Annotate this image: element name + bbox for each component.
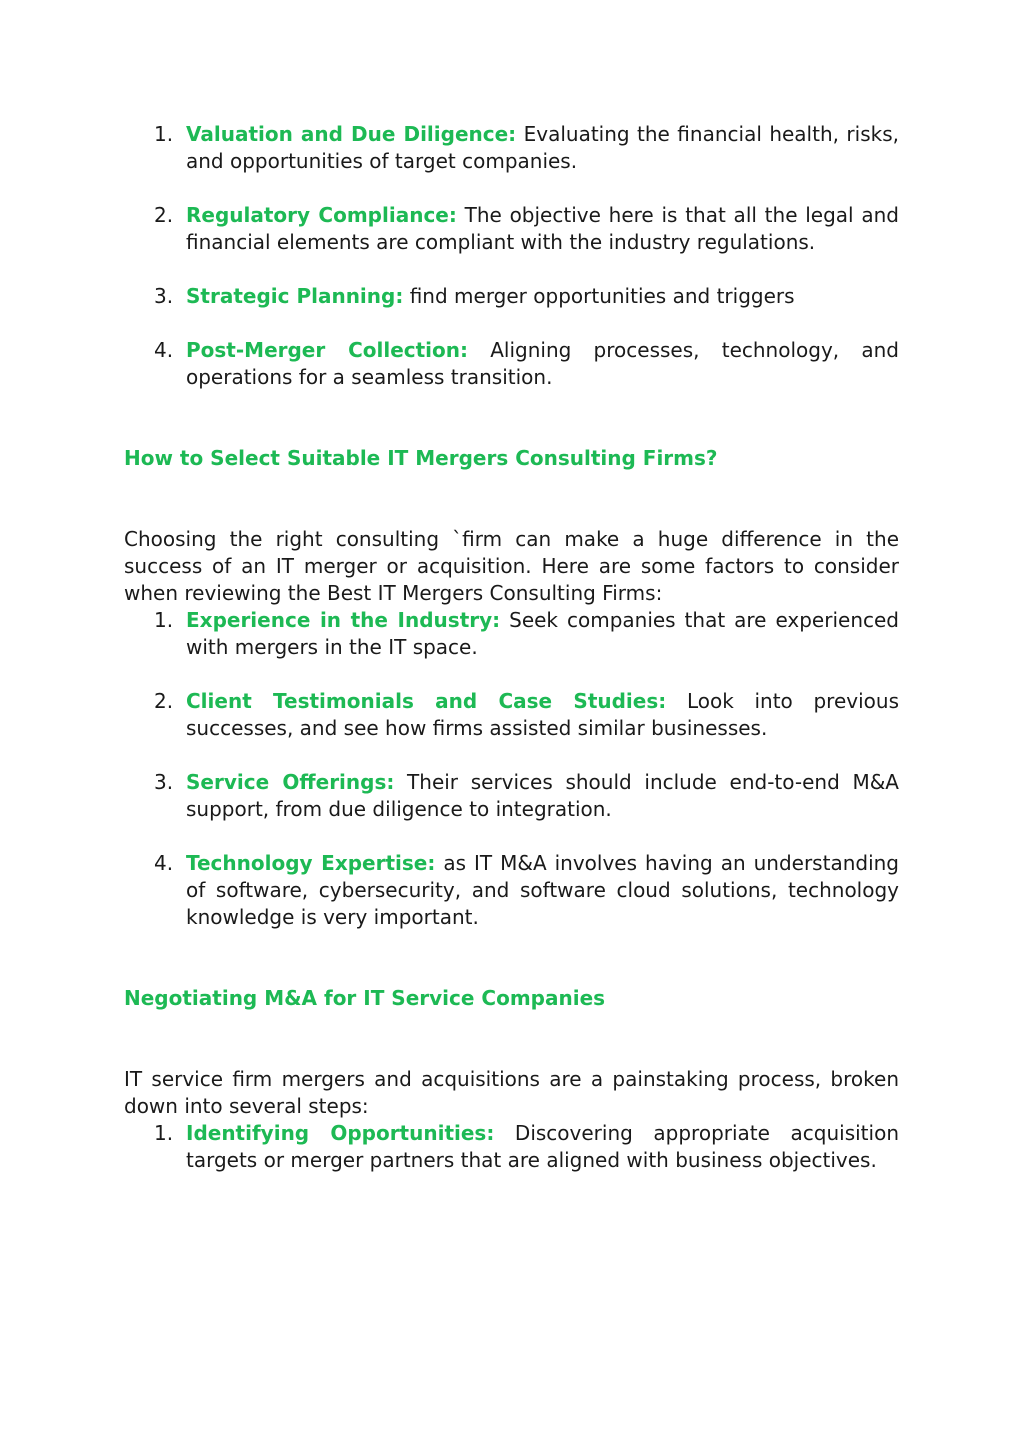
list-number: 2. [154, 203, 174, 227]
list-term: Service Offerings: [186, 770, 395, 794]
list-term: Experience in the Industry: [186, 608, 501, 632]
list-term: Strategic Planning: [186, 284, 404, 308]
list-item [124, 1120, 899, 1174]
list-number: 1. [154, 122, 174, 146]
list-number: 3. [154, 770, 174, 794]
list-text: Look into previous successes, and see how firms assisted similar businesses. [186, 689, 899, 740]
list-term: Client Testimonials and Case Studies: [186, 689, 667, 713]
list-text: Evaluating the financial health, risks, and opportunities of target companies. [186, 122, 899, 173]
list-item [124, 850, 899, 931]
section-intro-paragraph: Choosing the right consulting `firm can make a huge difference in the success of an IT merger or acquisition. Here are some factors to consider when reviewing the Best IT Mergers Consulting Firms: [124, 527, 899, 605]
list-number: 1. [154, 608, 174, 632]
section-heading-select-firms: How to Select Suitable IT Mergers Consulting Firms? [124, 446, 718, 470]
list-text: as IT M&A involves having an understanding of software, cybersecurity, and software cloud solutions, technology knowledge is very important. [186, 851, 899, 929]
section-intro-paragraph: IT service firm mergers and acquisitions are a painstaking process, broken down into several steps: [124, 1067, 899, 1118]
list-item [124, 337, 899, 391]
list-text: Their services should include end-to-end M&A support, from due diligence to integration. [186, 770, 899, 821]
list-text: The objective here is that all the legal and financial elements are compliant with the industry regulations. [186, 203, 899, 254]
list-text: Aligning processes, technology, and operations for a seamless transition. [186, 338, 899, 389]
list-term: Valuation and Due Diligence: [186, 122, 517, 146]
list-text: Seek companies that are experienced with mergers in the IT space. [186, 608, 899, 659]
list-item [124, 607, 899, 661]
document-page [124, 121, 899, 1174]
list-number: 3. [154, 284, 174, 308]
negotiation-steps-list [124, 1120, 899, 1174]
list-text: Discovering appropriate acquisition targets or merger partners that are aligned with business objectives. [186, 1121, 899, 1172]
list-term: Regulatory Compliance: [186, 203, 457, 227]
list-item [124, 688, 899, 742]
list-number: 1. [154, 1121, 174, 1145]
list-term: Identifying Opportunities: [186, 1121, 495, 1145]
list-item [124, 121, 899, 175]
list-number: 2. [154, 689, 174, 713]
selection-factors-list [124, 607, 899, 931]
list-item [124, 202, 899, 256]
list-item [124, 769, 899, 823]
list-term: Technology Expertise: [186, 851, 436, 875]
list-number: 4. [154, 338, 174, 362]
list-text: find merger opportunities and triggers [403, 284, 795, 308]
list-item [124, 283, 899, 310]
list-number: 4. [154, 851, 174, 875]
section-heading-negotiating: Negotiating M&A for IT Service Companies [124, 986, 606, 1010]
list-term: Post-Merger Collection: [186, 338, 469, 362]
ma-services-list [124, 121, 899, 391]
